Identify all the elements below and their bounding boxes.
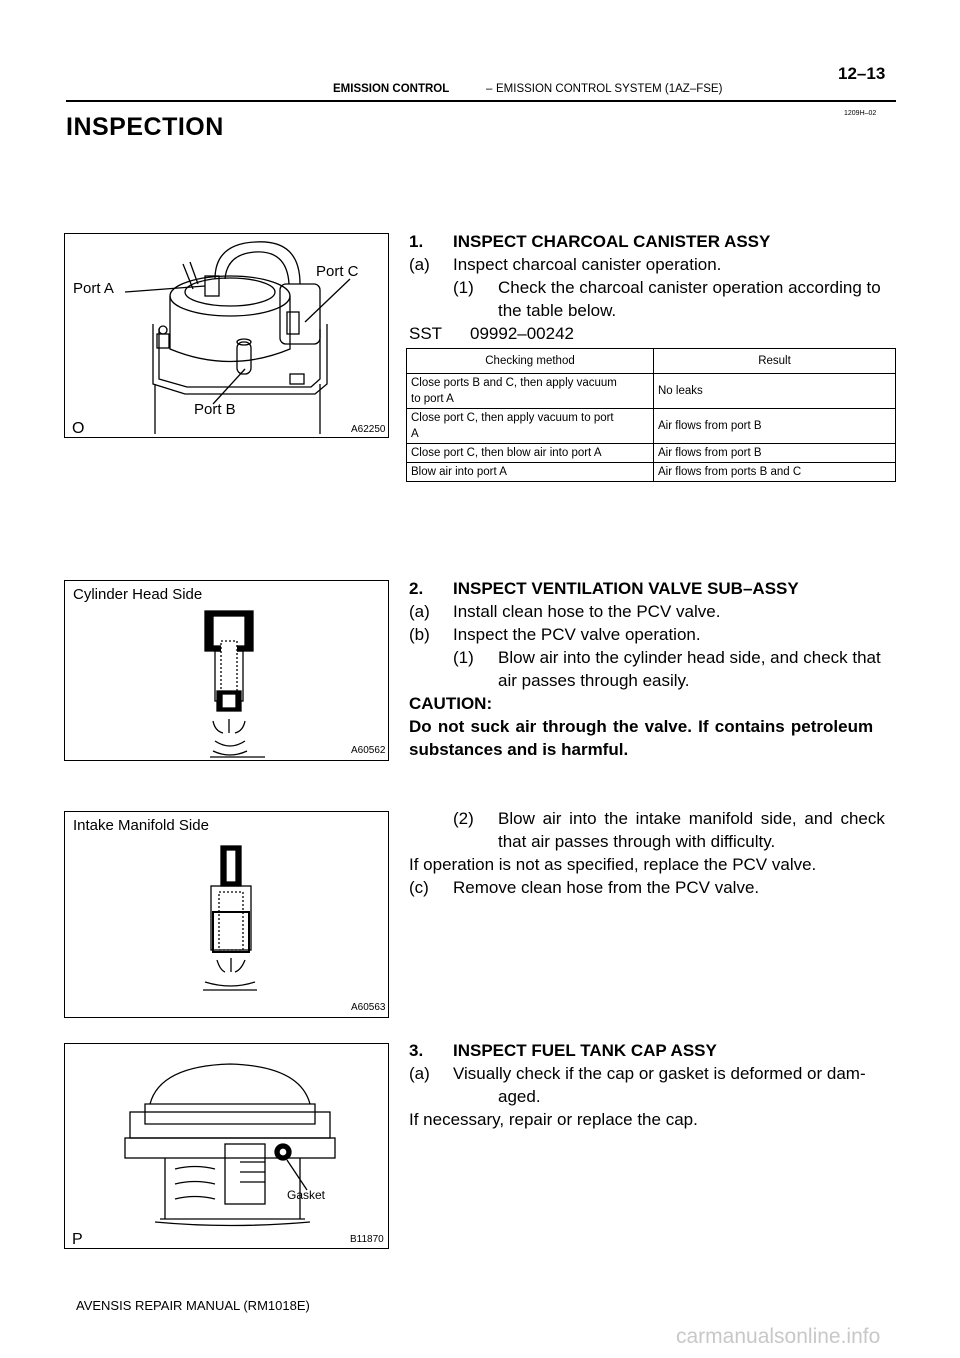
step2-number: 2. <box>409 579 424 598</box>
header-rule <box>66 100 896 102</box>
figure-code: A62250 <box>351 424 386 435</box>
table-cell-result: Air flows from port B <box>654 409 896 444</box>
step2-b2-number: (2) <box>453 809 474 828</box>
canister-figure <box>64 233 389 438</box>
step3-number: 3. <box>409 1041 424 1060</box>
step1-heading: INSPECT CHARCOAL CANISTER ASSY <box>453 232 771 251</box>
table-cell-result: Air flows from ports B and C <box>654 463 896 482</box>
table-header: Result <box>654 349 896 374</box>
page-title: INSPECTION <box>66 113 224 141</box>
footer: AVENSIS REPAIR MANUAL (RM1018E) <box>76 1298 310 1313</box>
table-cell-result: No leaks <box>654 374 896 409</box>
pcv-head-illustration <box>65 581 390 762</box>
figure-code: B11870 <box>350 1234 384 1245</box>
step1-a1-line1: Check the charcoal canister operation according to <box>498 278 881 297</box>
step2-heading: INSPECT VENTILATION VALVE SUB–ASSY <box>453 579 799 598</box>
header-dash: – <box>486 83 493 95</box>
pcv-intake-illustration <box>65 812 390 1019</box>
step3-heading: INSPECT FUEL TANK CAP ASSY <box>453 1041 717 1060</box>
step2-b2-line1: Blow air into the intake manifold side, and check <box>498 809 885 828</box>
step1-number: 1. <box>409 232 424 251</box>
caution-line1: Do not suck air through the valve. If contains petroleum <box>409 717 874 736</box>
step3-a-number: (a) <box>409 1064 430 1083</box>
port-c-label: Port C <box>316 263 359 280</box>
pcv-head-figure <box>64 580 389 761</box>
step2-b-text: Inspect the PCV valve operation. <box>453 625 701 644</box>
step2-a-text: Install clean hose to the PCV valve. <box>453 602 721 621</box>
figure-code: A60563 <box>351 1002 386 1013</box>
step1-a1-number: (1) <box>453 278 474 297</box>
table-cell-method: Close port C, then blow air into port A <box>407 444 654 463</box>
table-header-row <box>407 349 896 374</box>
fuel-cap-illustration <box>65 1044 390 1250</box>
document-id: 1209H–02 <box>844 110 877 117</box>
table-header: Checking method <box>407 349 654 374</box>
step2-b1-line2: air passes through easily. <box>498 671 690 690</box>
step1-a1-line2: the table below. <box>498 301 617 320</box>
figure-tag: P <box>72 1231 83 1248</box>
step2-b1-line1: Blow air into the cylinder head side, and check that <box>498 648 881 667</box>
caution-label: CAUTION: <box>409 694 493 713</box>
table-row <box>407 409 896 444</box>
port-a-label: Port A <box>73 280 114 297</box>
table-row <box>407 463 896 482</box>
table-row <box>407 444 896 463</box>
table-cell-method: Blow air into port A <box>407 463 654 482</box>
table-cell-method: Close ports B and C, then apply vacuum to port A <box>407 374 654 409</box>
header-subsection: EMISSION CONTROL SYSTEM (1AZ–FSE) <box>496 83 723 95</box>
fuel-cap-figure <box>64 1043 389 1249</box>
page-number: 12–13 <box>838 64 886 83</box>
step3-a-line2: aged. <box>498 1087 541 1106</box>
step2-b2-line2: that air passes through with difficulty. <box>498 832 776 851</box>
step2-a-number: (a) <box>409 602 430 621</box>
canister-check-table <box>406 348 896 482</box>
sst-label: SST <box>409 324 443 343</box>
step1-a-number: (a) <box>409 255 430 274</box>
cylinder-head-side-label: Cylinder Head Side <box>73 586 203 603</box>
sst-value: 09992–00242 <box>470 324 575 343</box>
figure-code: A60562 <box>351 745 386 756</box>
header-section: EMISSION CONTROL <box>333 83 450 95</box>
table-cell-result: Air flows from port B <box>654 444 896 463</box>
step2-note: If operation is not as specified, replace the PCV valve. <box>409 855 817 874</box>
table-cell-method: Close port C, then apply vacuum to port A <box>407 409 654 444</box>
step2-c-number: (c) <box>409 878 429 897</box>
step3-a-line1: Visually check if the cap or gasket is deformed or dam- <box>453 1064 866 1083</box>
gasket-label: Gasket <box>287 1188 326 1202</box>
step3-note: If necessary, repair or replace the cap. <box>409 1110 698 1129</box>
port-b-label: Port B <box>194 401 236 418</box>
pcv-intake-figure <box>64 811 389 1018</box>
figure-tag: O <box>72 420 85 437</box>
watermark: carmanualsonline.info <box>676 1325 881 1348</box>
step2-b1-number: (1) <box>453 648 474 667</box>
table-row <box>407 374 896 409</box>
intake-manifold-side-label: Intake Manifold Side <box>73 817 209 834</box>
step1-a-text: Inspect charcoal canister operation. <box>453 255 722 274</box>
caution-line2: substances and is harmful. <box>409 740 629 759</box>
step2-b-number: (b) <box>409 625 430 644</box>
step2-c-text: Remove clean hose from the PCV valve. <box>453 878 760 897</box>
